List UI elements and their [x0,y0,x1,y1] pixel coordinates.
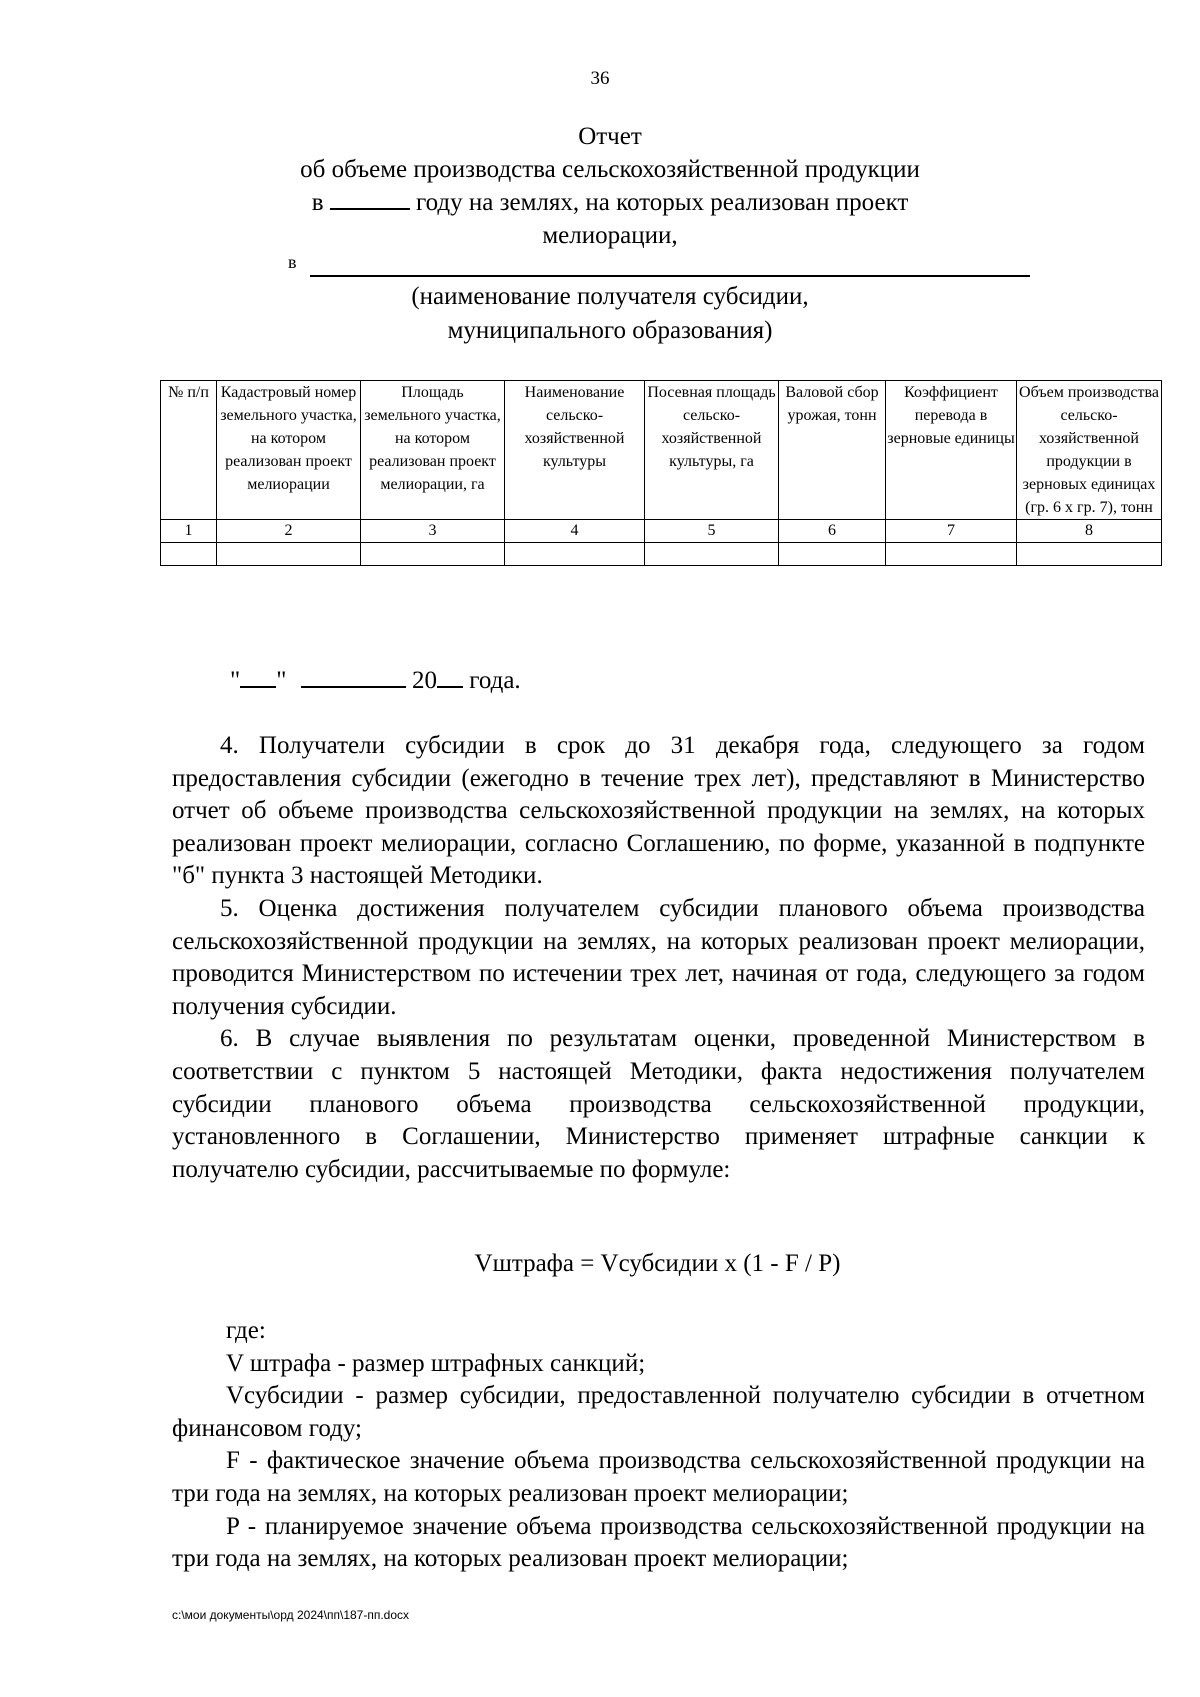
paragraph-6: 6. В случае выявления по результатам оценки, проведенной Министерством в соответствии с пунктом 5 настоящей Методики, факта недостижения получателем субсидии планового объема производства сельскохозяйственной продукции, установленного в Соглашении, Министерство применяет штрафные санкции к получателю субсидии, рассчитываемые по формуле: [172,1025,1145,1183]
title-line-4: мелиорации, [542,222,678,249]
close-quote: " [276,667,287,694]
recipient-caption [280,280,940,348]
number-cell: 7 [886,520,1017,543]
title-line-3 [280,186,940,219]
recipient-caption-line-1: (наименование получателя субсидии, [411,283,809,310]
header-cell: Наименование сельско-хозяйственной культуры [505,381,645,520]
body-text [172,730,1145,1186]
number-cell: 3 [361,520,505,543]
year-prefix: 20 [411,667,437,694]
title-line-3-prefix: в [311,189,324,216]
empty-cell [645,543,779,566]
month-blank [301,662,406,688]
header-cell: Площадь земельного участка, на котором реализован проект мелиорации, га [361,381,505,520]
recipient-blank [310,275,1030,277]
header-cell: Кадастровый номер земельного участка, на котором реализован проект мелиорации [217,381,361,520]
report-table [160,380,1162,566]
open-quote: " [230,667,241,694]
recipient-prefix: в [288,252,297,272]
definition-p: P - планируемое значение объема производства сельскохозяйственной продукции на три года на землях, на которых реализован проект мелиорации; [172,1512,1145,1573]
title-line-3-suffix: году на землях, на которых реализован проект [416,189,909,216]
day-blank [240,662,276,688]
paragraph-4: 4. Получатели субсидии в срок до 31 декабря года, следующего за годом предоставления субсидии (ежегодно в течение трех лет), представляют в Министерство отчет об объеме производства сельскохозяйственной продукции на землях, на которых реализован проект мелиорации, согласно Соглашению, по форме, указанной в подпункте "б" пункта 3 настоящей Методики. [172,732,1145,890]
number-cell: 1 [161,520,217,543]
header-cell: Посевная площадь сельско-хозяйственной культуры, га [645,381,779,520]
definitions [172,1315,1145,1576]
year-blank [330,186,410,210]
penalty-formula: Vштрафа = Vсубсидии х (1 - F / P) [474,1250,841,1277]
page-number: 36 [590,68,610,89]
table-empty-row [161,543,1162,566]
year-suffix-blank [437,662,463,688]
table-number-row [161,520,1162,543]
table-header-row [161,381,1162,520]
empty-cell [779,543,886,566]
definition-f: F - фактическое значение объема производства сельскохозяйственной продукции на три года на землях, на которых реализован проект мелиорации; [172,1447,1145,1507]
definition-v-subsidy: Vсубсидии - размер субсидии, предоставленной получателю субсидии в отчетном финансовом году; [172,1382,1145,1442]
empty-cell [217,543,361,566]
header-cell: № п/п [161,381,217,520]
empty-cell [1017,543,1162,566]
title-line-2: об объеме производства сельскохозяйственной продукции [300,156,920,183]
footer-file-path: c:\мои документы\орд 2024\пп\187-пп.docx [172,1608,410,1622]
number-cell: 6 [779,520,886,543]
empty-cell [161,543,217,566]
empty-cell [886,543,1017,566]
header-cell: Коэффициент перевода в зерновые единицы [886,381,1017,520]
number-cell: 5 [645,520,779,543]
report-title [280,120,940,252]
header-cell: Валовой сбор урожая, тонн [779,381,886,520]
title-line-1: Отчет [578,123,642,150]
empty-cell [361,543,505,566]
definition-v-penalty: V штрафа - размер штрафных санкций; [226,1349,646,1377]
date-line [230,662,521,695]
number-cell: 2 [217,520,361,543]
header-cell: Объем производства сельско-хозяйственной продукции в зерновых единицах (гр. 6 х гр. 7), тонн [1017,381,1162,520]
recipient-caption-line-2: муниципального образования) [447,317,773,344]
number-cell: 8 [1017,520,1162,543]
number-cell: 4 [505,520,645,543]
definition-intro: где: [226,1317,266,1344]
paragraph-5: 5. Оценка достижения получателем субсидии планового объема производства сельскохозяйственной продукции на землях, на которых реализован проект мелиорации, проводится Министерством по истечении трех лет, начиная от года, следующего за годом получения субсидии. [172,894,1145,1020]
empty-cell [505,543,645,566]
date-suffix: года. [469,667,521,694]
